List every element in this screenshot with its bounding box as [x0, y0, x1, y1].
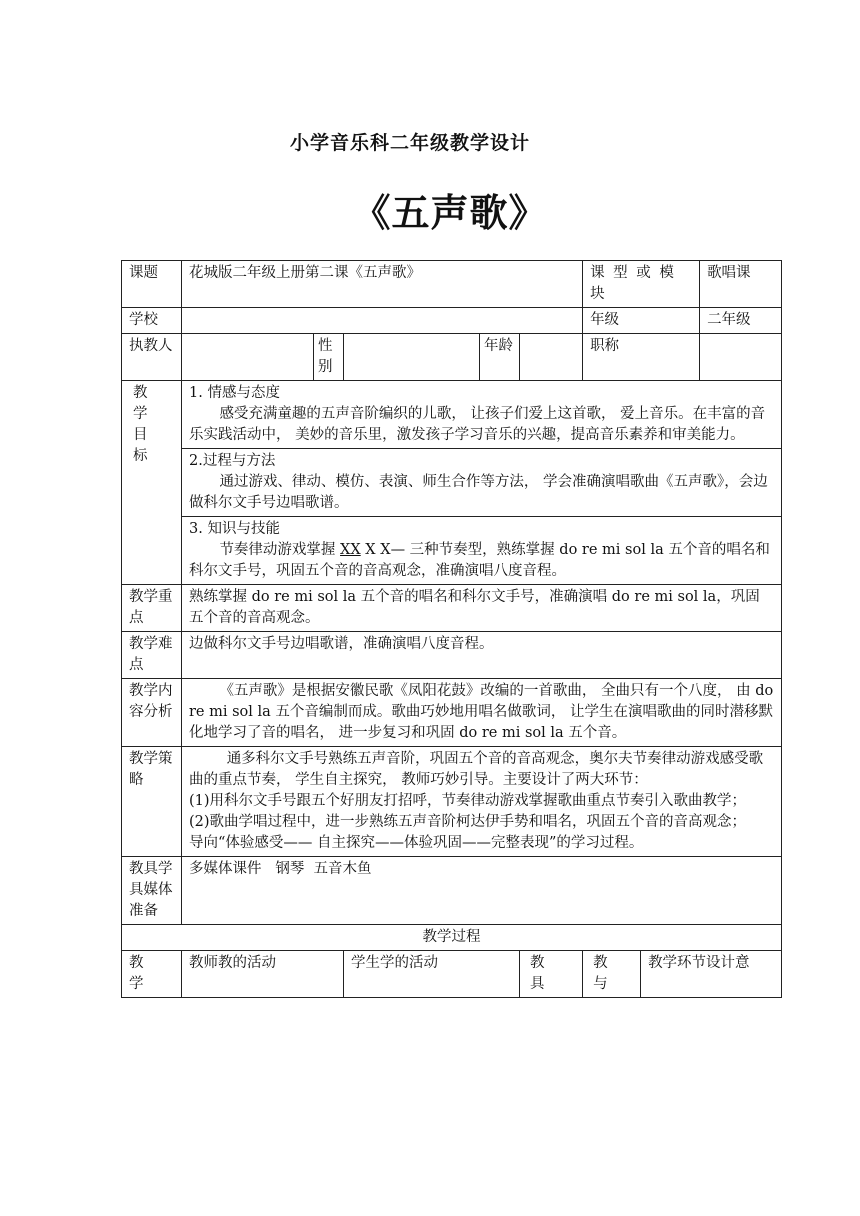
- grade-label: 年级: [583, 308, 700, 334]
- objectives-label: 教学目标: [122, 381, 182, 585]
- objectives-part2-text: 通过游戏、律动、模仿、表演、师生合作等方法， 学会准确演唱歌曲《五声歌》，会边做科尔文手号边唱歌谱。: [189, 474, 768, 511]
- row-objectives-1: [122, 381, 782, 449]
- row-analysis: [122, 679, 782, 747]
- type-value: 歌唱课: [700, 261, 782, 308]
- gender-label: 性别: [314, 334, 344, 381]
- process-col-stage: 教 学: [122, 951, 182, 998]
- age-label: 年龄: [480, 334, 520, 381]
- objectives-part2: [182, 449, 782, 517]
- document-title: 《五声歌》: [352, 191, 548, 235]
- strategy-text: [182, 747, 782, 857]
- row-strategy: [122, 747, 782, 857]
- process-col-teach-learn: 教 与: [583, 951, 641, 998]
- grade-value: 二年级: [700, 308, 782, 334]
- tools-label: 教具学具媒体准备: [122, 857, 182, 925]
- process-heading: 教学过程: [122, 925, 782, 951]
- row-key-points: [122, 585, 782, 632]
- row-teacher: [122, 334, 782, 381]
- key-points-label: 教学重点: [122, 585, 182, 632]
- row-process-columns: [122, 951, 782, 998]
- age-value: [520, 334, 583, 381]
- objectives-part3-text: 节奏律动游戏掌握 XX X X— 三种节奏型，熟练掌握 do re mi sol la 五个音的唱名和科尔文手号，巩固五个音的音高观念，准确演唱八度音程。: [189, 542, 770, 579]
- difficulties-label: 教学难点: [122, 632, 182, 679]
- objectives-part1-text: 感受充满童趣的五声音阶编织的儿歌， 让孩子们爱上这首歌， 爱上音乐。在丰富的音乐实践活动中， 美妙的音乐里，激发孩子学习音乐的兴趣，提高音乐素养和审美能力。: [189, 406, 766, 443]
- strategy-line4: 导向“体验感受—— 自主探究——体验巩固——完整表现”的学习过程。: [189, 835, 644, 851]
- type-label: 课 型 或 模 块: [583, 261, 700, 308]
- title-label: 职称: [583, 334, 700, 381]
- title-value: [700, 334, 782, 381]
- row-process-heading: [122, 925, 782, 951]
- analysis-text: 《五声歌》是根据安徽民歌《凤阳花鼓》改编的一首歌曲， 全曲只有一个八度， 由 do re mi sol la 五个音编制而成。歌曲巧妙地用唱名做歌词， 让学生在演唱歌曲的同时潜移默化地学习了音的唱名， 进一步复习和巩固 do re mi sol la 五个音。: [182, 679, 782, 747]
- school-value: [182, 308, 583, 334]
- strategy-line3: (2)歌曲学唱过程中，进一步熟练五声音阶柯达伊手势和唱名，巩固五个音的音高观念；: [189, 814, 747, 830]
- process-col-tools: 教 具: [520, 951, 583, 998]
- objectives-part1: [182, 381, 782, 449]
- document-subtitle: 小学音乐科二年级教学设计: [289, 132, 530, 154]
- process-col-student: 学生学的活动: [344, 951, 520, 998]
- topic-label: 课题: [122, 261, 182, 308]
- strategy-label: 教学策略: [122, 747, 182, 857]
- objectives-part2-heading: 2.过程与方法: [189, 453, 276, 469]
- strategy-line2: (1)用科尔文手号跟五个好朋友打招呼，节奏律动游戏掌握歌曲重点节奏引入歌曲教学；: [189, 793, 747, 809]
- school-label: 学校: [122, 308, 182, 334]
- objectives-part3-heading: 3. 知识与技能: [189, 521, 280, 537]
- tools-text: 多媒体课件 钢琴 五音木鱼: [182, 857, 782, 925]
- row-topic: [122, 261, 782, 308]
- rhythm-xx: XX: [340, 542, 361, 558]
- strategy-line1: 通多科尔文手号熟练五声音阶，巩固五个音的音高观念，奥尔夫节奏律动游戏感受歌曲的重点节奏， 学生自主探究， 教师巧妙引导。主要设计了两大环节：: [189, 751, 764, 788]
- difficulties-text: 边做科尔文手号边唱歌谱，准确演唱八度音程。: [182, 632, 782, 679]
- process-col-teacher: 教师教的活动: [182, 951, 344, 998]
- objectives-part1-heading: 1. 情感与态度: [189, 385, 280, 401]
- objectives-part3: [182, 517, 782, 585]
- topic-value: 花城版二年级上册第二课《五声歌》: [182, 261, 583, 308]
- key-points-text: 熟练掌握 do re mi sol la 五个音的唱名和科尔文手号，准确演唱 do re mi sol la，巩固五个音的音高观念。: [182, 585, 782, 632]
- row-objectives-2: [122, 449, 782, 517]
- analysis-label: 教学内容分析: [122, 679, 182, 747]
- row-objectives-3: [122, 517, 782, 585]
- lesson-plan-table: [121, 260, 782, 998]
- teacher-value: [182, 334, 314, 381]
- teacher-label: 执教人: [122, 334, 182, 381]
- process-col-design-intent: 教学环节设计意: [641, 951, 782, 998]
- row-school: [122, 308, 782, 334]
- row-tools: [122, 857, 782, 925]
- gender-value: [344, 334, 480, 381]
- row-difficulties: [122, 632, 782, 679]
